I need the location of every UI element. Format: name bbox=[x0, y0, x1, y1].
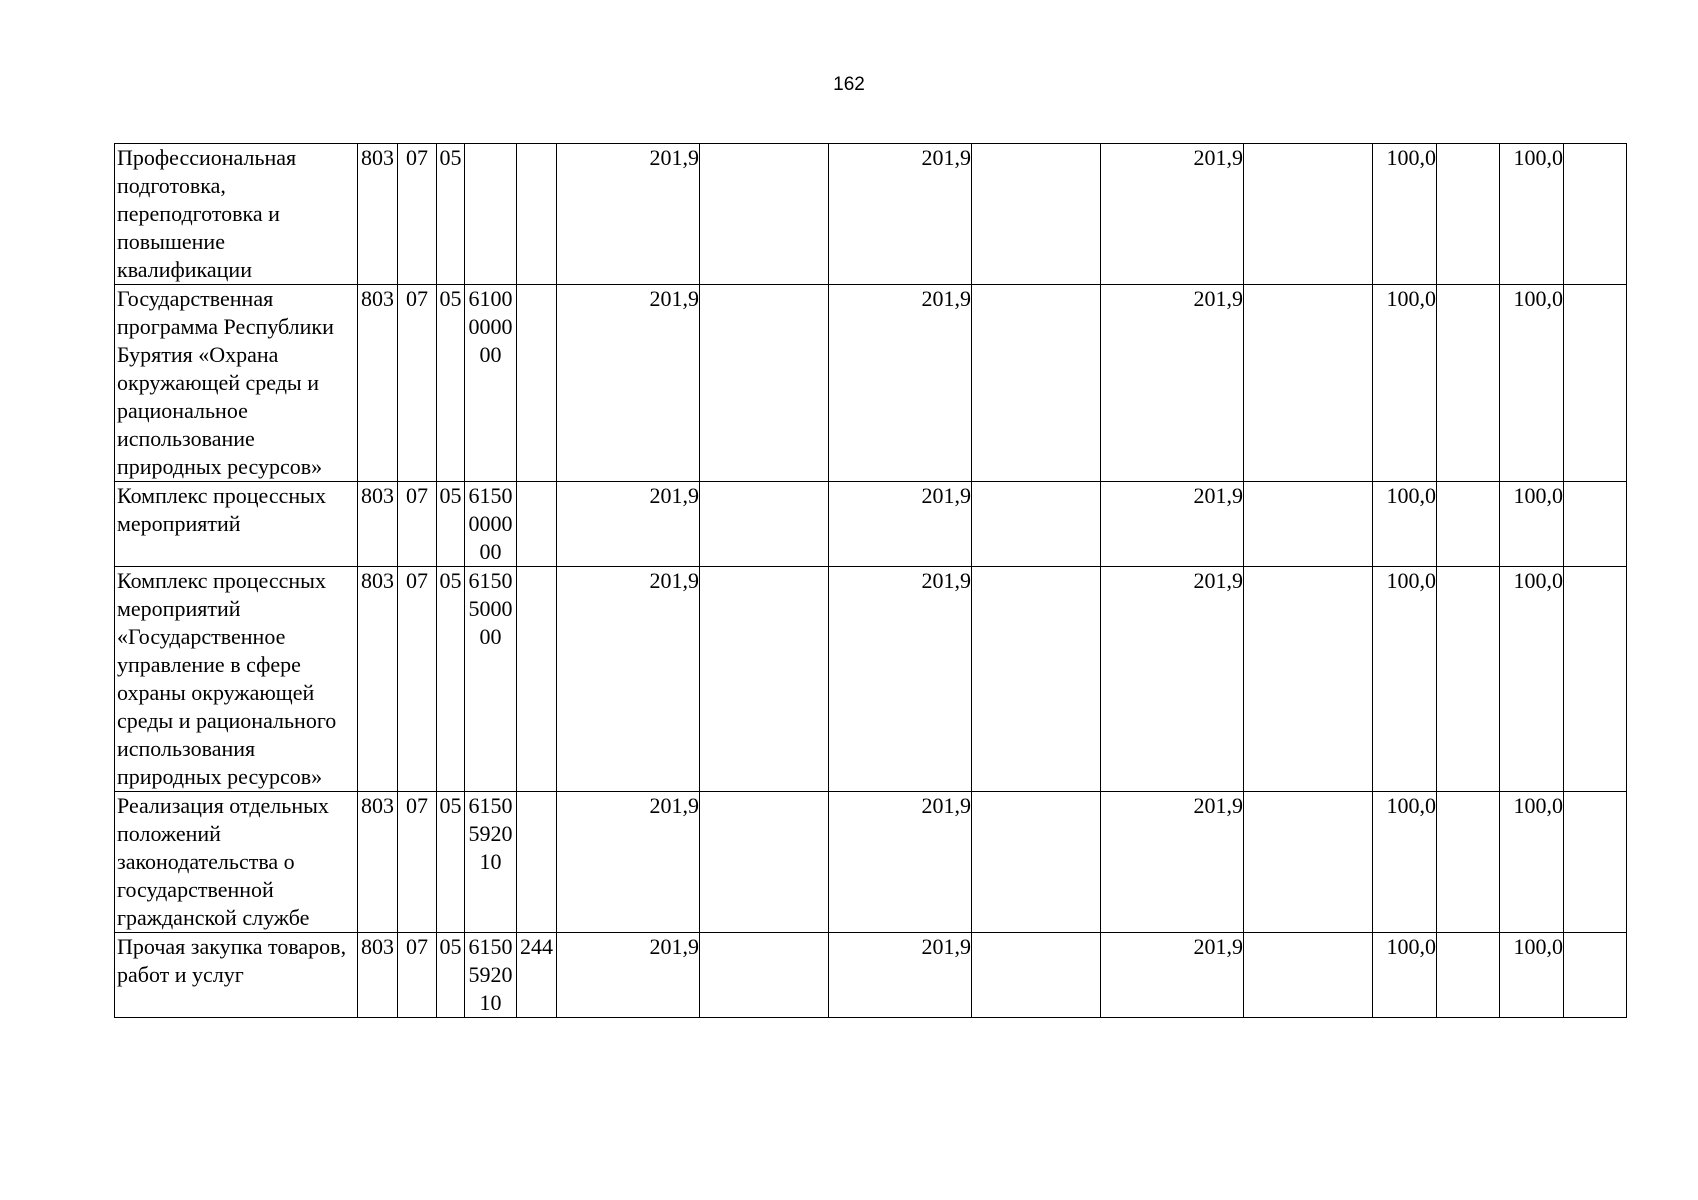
expense-type-cell bbox=[517, 285, 557, 482]
empty-cell bbox=[972, 482, 1101, 567]
empty-cell bbox=[972, 285, 1101, 482]
ved-code-cell: 803 bbox=[358, 933, 398, 1018]
budget-table bbox=[114, 143, 1627, 1018]
amount-1-cell: 201,9 bbox=[557, 792, 700, 933]
expense-type-cell bbox=[517, 792, 557, 933]
empty-cell bbox=[1564, 567, 1627, 792]
empty-cell bbox=[700, 933, 829, 1018]
table-row bbox=[115, 482, 1627, 567]
section-code-cell: 07 bbox=[398, 144, 437, 285]
subsection-code-cell: 05 bbox=[437, 792, 465, 933]
subsection-code-cell: 05 bbox=[437, 144, 465, 285]
subsection-code-cell: 05 bbox=[437, 567, 465, 792]
subsection-code-cell: 05 bbox=[437, 482, 465, 567]
amount-2-cell: 201,9 bbox=[829, 792, 972, 933]
empty-cell bbox=[1244, 482, 1373, 567]
empty-cell bbox=[1564, 933, 1627, 1018]
amount-3-cell: 201,9 bbox=[1101, 144, 1244, 285]
percent-2-cell: 100,0 bbox=[1500, 285, 1564, 482]
amount-1-cell: 201,9 bbox=[557, 933, 700, 1018]
target-article-cell: 6100000000 bbox=[465, 285, 517, 482]
empty-cell bbox=[1244, 144, 1373, 285]
expense-type-cell bbox=[517, 144, 557, 285]
table-row bbox=[115, 567, 1627, 792]
ved-code-cell: 803 bbox=[358, 567, 398, 792]
page-number: 162 bbox=[833, 74, 865, 95]
section-code-cell: 07 bbox=[398, 792, 437, 933]
amount-3-cell: 201,9 bbox=[1101, 933, 1244, 1018]
percent-1-cell: 100,0 bbox=[1373, 285, 1437, 482]
amount-1-cell: 201,9 bbox=[557, 482, 700, 567]
section-code-cell: 07 bbox=[398, 285, 437, 482]
empty-cell bbox=[1437, 482, 1500, 567]
section-code-cell: 07 bbox=[398, 567, 437, 792]
empty-cell bbox=[1244, 792, 1373, 933]
table-row bbox=[115, 285, 1627, 482]
target-article-cell: 6150500000 bbox=[465, 567, 517, 792]
table-row bbox=[115, 933, 1627, 1018]
table-row bbox=[115, 144, 1627, 285]
percent-1-cell: 100,0 bbox=[1373, 933, 1437, 1018]
empty-cell bbox=[972, 567, 1101, 792]
empty-cell bbox=[1244, 933, 1373, 1018]
amount-3-cell: 201,9 bbox=[1101, 482, 1244, 567]
amount-3-cell: 201,9 bbox=[1101, 285, 1244, 482]
ved-code-cell: 803 bbox=[358, 285, 398, 482]
empty-cell bbox=[1437, 144, 1500, 285]
percent-2-cell: 100,0 bbox=[1500, 933, 1564, 1018]
percent-2-cell: 100,0 bbox=[1500, 144, 1564, 285]
subsection-code-cell: 05 bbox=[437, 933, 465, 1018]
empty-cell bbox=[700, 482, 829, 567]
row-name-cell: Прочая закупка товаров, работ и услуг bbox=[115, 933, 358, 1018]
empty-cell bbox=[700, 792, 829, 933]
percent-2-cell: 100,0 bbox=[1500, 792, 1564, 933]
target-article-cell: 6150000000 bbox=[465, 482, 517, 567]
empty-cell bbox=[1244, 285, 1373, 482]
ved-code-cell: 803 bbox=[358, 482, 398, 567]
amount-1-cell: 201,9 bbox=[557, 567, 700, 792]
amount-3-cell: 201,9 bbox=[1101, 792, 1244, 933]
empty-cell bbox=[972, 792, 1101, 933]
empty-cell bbox=[1564, 482, 1627, 567]
empty-cell bbox=[1437, 792, 1500, 933]
empty-cell bbox=[972, 933, 1101, 1018]
amount-2-cell: 201,9 bbox=[829, 567, 972, 792]
amount-1-cell: 201,9 bbox=[557, 144, 700, 285]
percent-1-cell: 100,0 bbox=[1373, 567, 1437, 792]
row-name-cell: Государственная программа Республики Бурятия «Охрана окружающей среды и рациональное использование природных ресурсов» bbox=[115, 285, 358, 482]
row-name-cell: Комплекс процессных мероприятий bbox=[115, 482, 358, 567]
subsection-code-cell: 05 bbox=[437, 285, 465, 482]
empty-cell bbox=[1437, 567, 1500, 792]
ved-code-cell: 803 bbox=[358, 792, 398, 933]
amount-2-cell: 201,9 bbox=[829, 933, 972, 1018]
percent-1-cell: 100,0 bbox=[1373, 792, 1437, 933]
amount-3-cell: 201,9 bbox=[1101, 567, 1244, 792]
expense-type-cell bbox=[517, 482, 557, 567]
row-name-cell: Комплекс процессных мероприятий «Государственное управление в сфере охраны окружающей среды и рационального использования природных ресурсов» bbox=[115, 567, 358, 792]
target-article-cell: 6150592010 bbox=[465, 933, 517, 1018]
amount-2-cell: 201,9 bbox=[829, 285, 972, 482]
empty-cell bbox=[1564, 285, 1627, 482]
row-name-cell: Профессиональная подготовка, переподготовка и повышение квалификации bbox=[115, 144, 358, 285]
table-body bbox=[115, 144, 1627, 1018]
target-article-cell bbox=[465, 144, 517, 285]
section-code-cell: 07 bbox=[398, 482, 437, 567]
amount-2-cell: 201,9 bbox=[829, 482, 972, 567]
target-article-cell: 6150592010 bbox=[465, 792, 517, 933]
empty-cell bbox=[1244, 567, 1373, 792]
empty-cell bbox=[1564, 144, 1627, 285]
empty-cell bbox=[700, 567, 829, 792]
row-name-cell: Реализация отдельных положений законодательства о государственной гражданской службе bbox=[115, 792, 358, 933]
percent-1-cell: 100,0 bbox=[1373, 482, 1437, 567]
empty-cell bbox=[1437, 285, 1500, 482]
empty-cell bbox=[1564, 792, 1627, 933]
percent-1-cell: 100,0 bbox=[1373, 144, 1437, 285]
section-code-cell: 07 bbox=[398, 933, 437, 1018]
empty-cell bbox=[700, 285, 829, 482]
amount-1-cell: 201,9 bbox=[557, 285, 700, 482]
empty-cell bbox=[700, 144, 829, 285]
expense-type-cell: 244 bbox=[517, 933, 557, 1018]
ved-code-cell: 803 bbox=[358, 144, 398, 285]
expense-type-cell bbox=[517, 567, 557, 792]
percent-2-cell: 100,0 bbox=[1500, 482, 1564, 567]
empty-cell bbox=[1437, 933, 1500, 1018]
empty-cell bbox=[972, 144, 1101, 285]
amount-2-cell: 201,9 bbox=[829, 144, 972, 285]
table-row bbox=[115, 792, 1627, 933]
percent-2-cell: 100,0 bbox=[1500, 567, 1564, 792]
